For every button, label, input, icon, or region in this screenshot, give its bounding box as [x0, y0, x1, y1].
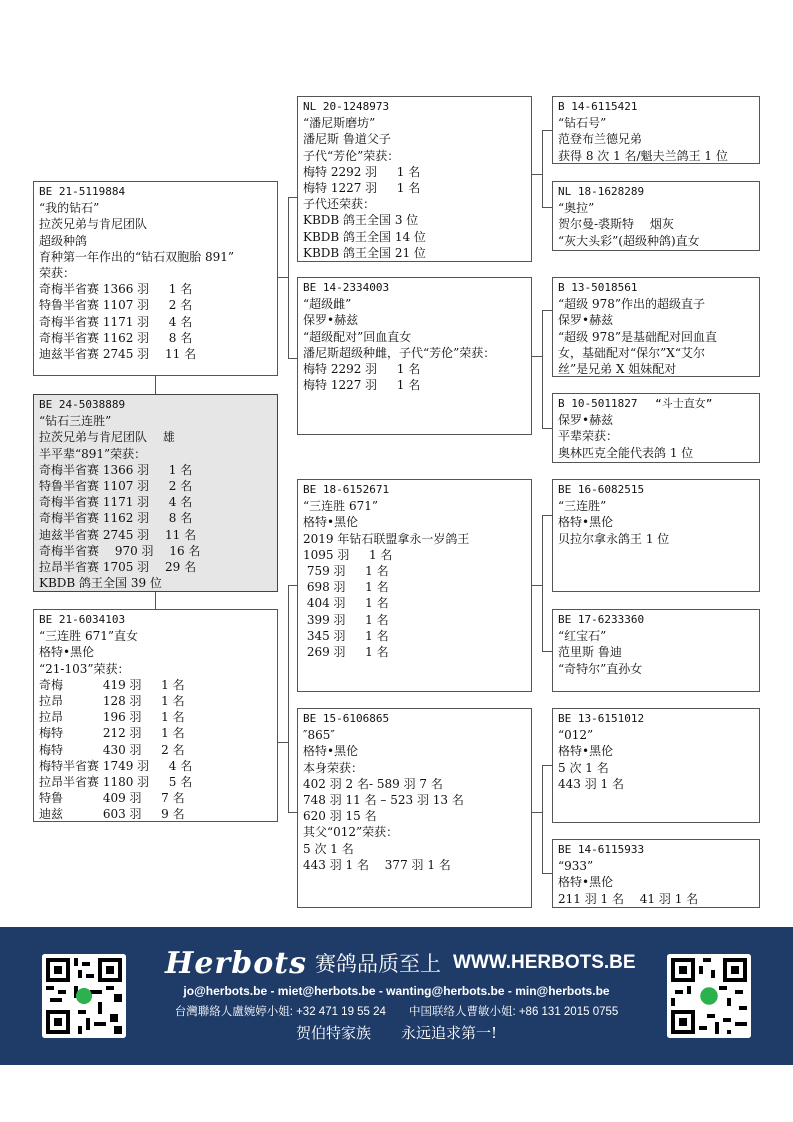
great-grandparent-card [552, 609, 760, 692]
sire-card [33, 181, 278, 376]
ring-number: NL 20-1248973 [303, 100, 390, 113]
result-line: 奇梅半省赛 1162 羽 8 名 [39, 330, 193, 345]
result-line: 梅特 430 羽 2 名 [39, 742, 185, 757]
result-line: 1095 羽 1 名 [303, 547, 393, 562]
breeder-name: 范里斯 鲁迪 [558, 645, 622, 660]
ring-number: BE 14-2334003 [303, 281, 390, 294]
ring-number: BE 14-6115933 [558, 843, 645, 856]
result-line: KBDB 鸽王全国 39 位 [39, 576, 162, 591]
connector [532, 812, 542, 813]
breeder-name: 拉茨兄弟与肯尼团队 雄 [39, 430, 175, 445]
description: “奇特尔”直孙女 [558, 661, 643, 676]
pigeon-name: “三连胜 671”直女 [39, 629, 138, 644]
result-line: 759 羽 1 名 [303, 564, 389, 579]
pigeon-name: “三连胜 671” [303, 499, 378, 514]
connector [532, 585, 542, 586]
ring-number: NL 18-1628289 [558, 185, 645, 198]
result-line: 奇梅半省赛 970 羽 16 名 [39, 543, 201, 558]
connector [542, 130, 543, 207]
connector [542, 765, 543, 873]
qr-code-icon[interactable] [667, 954, 751, 1038]
breeder-name: 保罗•赫兹 [558, 313, 614, 328]
connector [288, 812, 297, 813]
result-line: 奇梅半省赛 1366 羽 1 名 [39, 282, 193, 297]
ring-number: BE 16-6082515 [558, 483, 645, 496]
result-line: 拉昂半省赛 1705 羽 29 名 [39, 560, 197, 575]
result-line: 奇梅 419 羽 1 名 [39, 677, 185, 692]
breeder-name: 格特•黑伦 [558, 875, 614, 890]
connector [542, 651, 552, 652]
results-heading: 荣获： [39, 266, 76, 281]
result-line: 拉昂 196 羽 1 名 [39, 710, 185, 725]
pigeon-name: “奥拉” [558, 201, 595, 216]
email-list[interactable]: jo@herbots.be - miet@herbots.be - wanting@herbots.be - min@herbots.be [183, 984, 610, 998]
result-line: 269 羽 1 名 [303, 645, 389, 660]
result-line: 399 羽 1 名 [303, 612, 389, 627]
result-line: 特鲁 409 羽 7 名 [39, 791, 185, 806]
result-line: 5 次 1 名 [558, 760, 609, 775]
breeder-name: 格特•黑伦 [39, 645, 95, 660]
connector [155, 592, 156, 609]
breeder-name: 格特•黑伦 [558, 515, 614, 530]
connector [542, 310, 543, 428]
description: 女，基础配对“保尔”X“艾尔 [558, 345, 705, 360]
great-grandparent-card [552, 708, 760, 823]
result-line: 211 羽 1 名 41 羽 1 名 [558, 891, 699, 906]
connector [532, 174, 542, 175]
pigeon-name: “超级 978”作出的超级直子 [558, 297, 705, 312]
result-line: 443 羽 1 名 [558, 776, 624, 791]
connector [542, 515, 552, 516]
pigeon-name: “我的钻石” [39, 201, 100, 216]
connector [542, 873, 552, 874]
pigeon-name: ″865″ [303, 728, 335, 743]
subject-card [33, 394, 278, 592]
result-line: 特鲁半省赛 1107 羽 2 名 [39, 298, 193, 313]
result-line: 贝拉尔拿永鸽王 1 位 [558, 531, 670, 546]
connector [542, 310, 552, 311]
result-line: 345 羽 1 名 [303, 628, 389, 643]
great-grandparent-card [552, 181, 760, 251]
ring-number: BE 21-6034103 [39, 613, 126, 626]
result-line: 梅特 2292 羽 1 名 [303, 362, 421, 377]
connector [288, 358, 297, 359]
result-line: 获得 8 次 1 名/魁夫兰鸽王 1 位 [558, 148, 728, 163]
ring-number: BE 18-6152671 [303, 483, 390, 496]
dam-dam-card [297, 708, 532, 908]
results-heading: 其父“012”荣获： [303, 825, 399, 840]
pigeon-name: “超级雌” [303, 297, 352, 312]
result-line: 620 羽 15 名 [303, 809, 377, 824]
great-grandparent-card [552, 393, 760, 463]
breeder-name: 潘尼斯 鲁道父子 [303, 132, 391, 147]
connector [542, 515, 543, 651]
result-line: 404 羽 1 名 [303, 596, 389, 611]
connector [288, 197, 297, 198]
connector [542, 428, 552, 429]
description: 丝”是兄弟 X 姐妹配对 [558, 362, 677, 377]
herbots-logo: Herbots [165, 945, 307, 981]
great-grandparent-card [552, 277, 760, 377]
connector [288, 197, 289, 358]
breeder-name: 保罗•赫兹 [303, 313, 359, 328]
ring-number: B 10-5011827 “斗士直女” [558, 397, 713, 410]
result-line: 奇梅半省赛 1162 羽 8 名 [39, 511, 193, 526]
result-line: 梅特 2292 羽 1 名 [303, 164, 421, 179]
description: “灰大头彩”(超级种鸽)直女 [558, 233, 700, 248]
pigeon-name: “933” [558, 859, 594, 874]
result-line: 奇梅半省赛 1171 羽 4 名 [39, 495, 193, 510]
ring-number: BE 24-5038889 [39, 398, 126, 411]
pigeon-name: “钻石号” [558, 116, 607, 131]
results-heading: “21-103”荣获： [39, 661, 130, 676]
footer-banner [0, 927, 793, 1065]
ring-number: BE 21-5119884 [39, 185, 126, 198]
breeder-name: 格特•黑伦 [303, 515, 359, 530]
ring-number: BE 15-6106865 [303, 712, 390, 725]
great-grandparent-card [552, 479, 760, 592]
connector [278, 277, 288, 278]
ring-number: B 14-6115421 [558, 100, 638, 113]
connector [288, 585, 289, 812]
result-line: 748 羽 11 名 – 523 羽 13 名 [303, 793, 464, 808]
result-line: 奇梅半省赛 1171 羽 4 名 [39, 314, 193, 329]
contact-info: 台灣聯絡人盧婉婷小姐: +32 471 19 55 24 中国联络人曹敏小姐: +86 131 2015 0755 [174, 1006, 619, 1018]
motto: 贺伯特家族 永远追求第一! [295, 1024, 498, 1042]
result-line: 5 次 1 名 [303, 841, 354, 856]
connector [155, 376, 156, 394]
brand-row [165, 943, 636, 983]
result-line: 迪兹半省赛 2745 羽 11 名 [39, 347, 197, 362]
pigeon-name: “潘尼斯磨坊” [303, 116, 376, 131]
result-line: 梅特半省赛 1749 羽 4 名 [39, 758, 193, 773]
breeder-name: 范登布兰德兄弟 [558, 132, 643, 147]
ring-number: BE 13-6151012 [558, 712, 645, 725]
breeder-name: 格特•黑伦 [303, 744, 359, 759]
results-heading: 子代还荣获： [303, 197, 376, 212]
result-line: 奇梅半省赛 1366 羽 1 名 [39, 462, 193, 477]
breeder-name: 拉茨兄弟与肯尼团队 [39, 217, 148, 232]
results-heading: 子代“芳伦”荣获： [303, 148, 400, 163]
description: “超级 978”是基础配对回血直 [558, 329, 717, 344]
result-line: 443 羽 1 名 377 羽 1 名 [303, 857, 451, 872]
result-line: KBDB 鸽王全国 14 位 [303, 229, 426, 244]
result-line: KBDB 鸽王全国 21 位 [303, 245, 426, 260]
result-line: 奥林匹克全能代表鸽 1 位 [558, 445, 694, 460]
result-line: 698 羽 1 名 [303, 580, 389, 595]
great-grandparent-card [552, 96, 760, 164]
dam-sire-card [297, 479, 532, 692]
result-line: 拉昂 128 羽 1 名 [39, 694, 185, 709]
connector [278, 742, 288, 743]
breeder-name: 保罗•赫兹 [558, 413, 614, 428]
description: 2019 年钻石联盟拿永一岁鸽王 [303, 531, 470, 546]
website-link[interactable]: WWW.HERBOTS.BE [452, 952, 636, 973]
result-line: 梅特 212 羽 1 名 [39, 726, 185, 741]
description: 育种第一年作出的“钻石双胞胎 891” [39, 249, 234, 264]
ring-number: BE 17-6233360 [558, 613, 645, 626]
result-line: 拉昂半省赛 1180 羽 5 名 [39, 775, 193, 790]
great-grandparent-card [552, 839, 760, 908]
result-line: 特鲁半省赛 1107 羽 2 名 [39, 479, 193, 494]
result-line: 梅特 1227 羽 1 名 [303, 378, 421, 393]
results-heading: 平辈荣获： [558, 429, 619, 444]
breeder-name: 格特•黑伦 [558, 744, 614, 759]
breeder-name: 贺尔曼-裘斯特 烟灰 [558, 217, 674, 232]
brand-slogan: 赛鸽品质至上 [314, 952, 441, 976]
results-heading: 半平辈“891”荣获： [39, 446, 147, 461]
sire-dam-card [297, 277, 532, 435]
description: 超级种鸽 [39, 233, 88, 248]
result-line: 迪兹半省赛 2745 羽 11 名 [39, 527, 197, 542]
result-line: 402 羽 2 名- 589 羽 7 名 [303, 776, 443, 791]
connector [288, 585, 297, 586]
dam-card [33, 609, 278, 822]
pigeon-name: “钻石三连胜” [39, 414, 112, 429]
ring-number: B 13-5018561 [558, 281, 638, 294]
connector [542, 130, 552, 131]
pigeon-name: “012” [558, 728, 594, 743]
connector [542, 207, 552, 208]
connector [542, 765, 552, 766]
result-line: KBDB 鸽王全国 3 位 [303, 213, 419, 228]
pigeon-name: “三连胜” [558, 499, 607, 514]
result-line: 迪兹 603 羽 9 名 [39, 807, 185, 822]
result-line: 梅特 1227 羽 1 名 [303, 181, 421, 196]
results-heading: 潘尼斯超级种雌，子代“芳伦”荣获： [303, 345, 496, 360]
sire-sire-card [297, 96, 532, 262]
description: “超级配对”回血直女 [303, 329, 412, 344]
connector [532, 356, 542, 357]
pigeon-name: “红宝石” [558, 629, 607, 644]
results-heading: 本身荣获： [303, 760, 364, 775]
